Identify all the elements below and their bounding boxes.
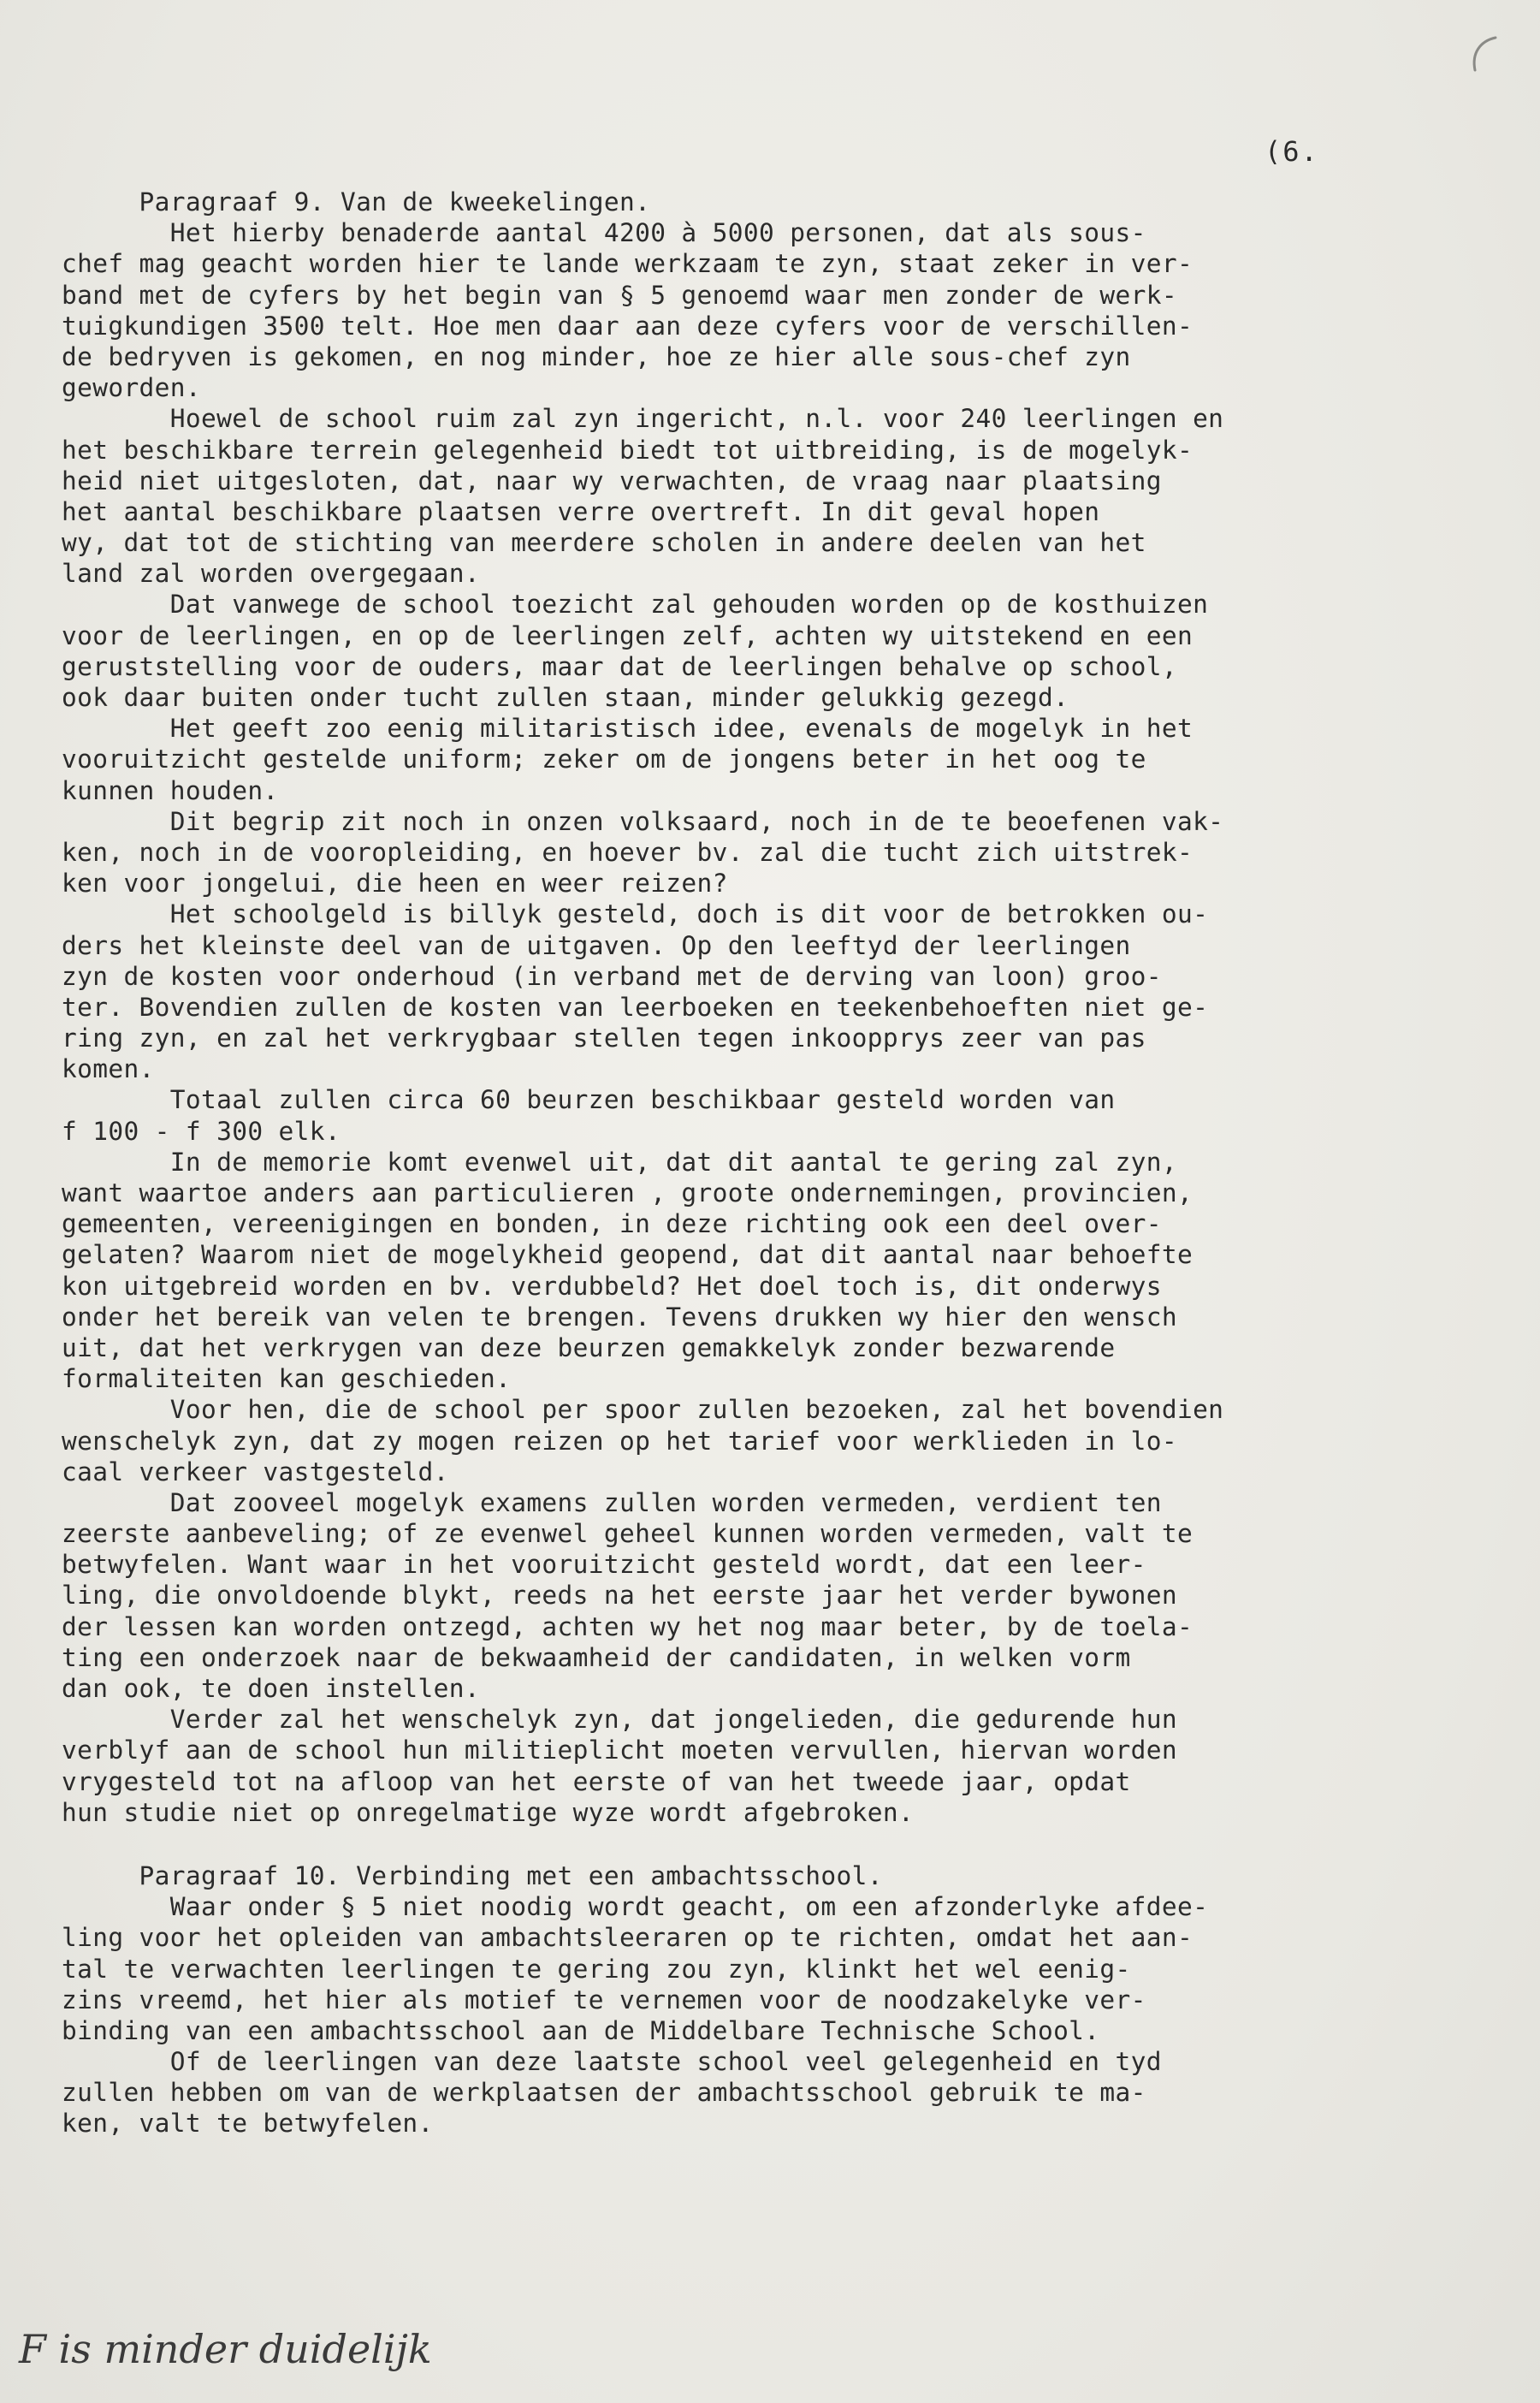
- text-line: binding van een ambachtsschool aan de Middelbare Technische School.: [62, 2015, 1100, 2045]
- text-line: het beschikbare terrein gelegenheid biedt tot uitbreiding, is de mogelyk-: [62, 435, 1194, 465]
- text-line: ken voor jongelui, die heen en weer reizen?: [62, 869, 728, 899]
- text-line: Totaal zullen circa 60 beurzen beschikbaar gesteld worden van: [62, 1085, 1116, 1115]
- text-line: Paragraaf 9. Van de kweekelingen.: [62, 187, 651, 217]
- text-line: Voor hen, die de school per spoor zullen bezoeken, zal het bovendien: [62, 1395, 1224, 1425]
- text-line: zins vreemd, het hier als motief te vernemen voor de noodzakelyke ver-: [62, 1985, 1146, 2014]
- text-line: Dat zooveel mogelyk examens zullen worden vermeden, verdient ten: [62, 1487, 1162, 1517]
- text-line: zyn de kosten voor onderhoud (in verband met de derving van loon) groo-: [62, 961, 1162, 991]
- text-line: Dat vanwege de school toezicht zal gehouden worden op de kosthuizen: [62, 590, 1209, 620]
- text-line: ken, noch in de vooropleiding, en hoever bv. zal die tucht zich uitstrek-: [62, 837, 1194, 867]
- text-line: zullen hebben om van de werkplaatsen der ambachtsschool gebruik te ma-: [62, 2078, 1146, 2108]
- text-line: voor de leerlingen, en op de leerlingen zelf, achten wy uitstekend en een: [62, 620, 1194, 650]
- text-line: land zal worden overgegaan.: [62, 559, 480, 589]
- text-line: f 100 - f 300 elk.: [62, 1116, 341, 1146]
- text-line: ter. Bovendien zullen de kosten van leerboeken en teekenbehoeften niet ge-: [62, 992, 1209, 1022]
- text-line: tuigkundigen 3500 telt. Hoe men daar aan deze cyfers voor de verschillen-: [62, 311, 1194, 341]
- text-line: uit, dat het verkrygen van deze beurzen gemakkelyk zonder bezwarende: [62, 1332, 1116, 1362]
- text-line: Of de leerlingen van deze laatste school veel gelegenheid en tyd: [62, 2047, 1162, 2077]
- text-line: ling, die onvoldoende blykt, reeds na het eerste jaar het verder bywonen: [62, 1581, 1177, 1611]
- section-paragraaf-10: [62, 1860, 1473, 2139]
- text-line: gemeenten, vereenigingen en bonden, in deze richting ook een deel over-: [62, 1209, 1162, 1239]
- text-line: chef mag geacht worden hier te lande werkzaam te zyn, staat zeker in ver-: [62, 249, 1194, 279]
- text-line: ring zyn, en zal het verkrygbaar stellen tegen inkoopprys zeer van pas: [62, 1024, 1146, 1053]
- text-line: de bedryven is gekomen, en nog minder, hoe ze hier alle sous-chef zyn: [62, 341, 1131, 371]
- text-line: formaliteiten kan geschieden.: [62, 1364, 512, 1394]
- text-line: wy, dat tot de stichting van meerdere scholen in andere deelen van het: [62, 528, 1146, 558]
- page-number: (6.: [1265, 135, 1319, 168]
- text-line: geruststelling voor de ouders, maar dat de leerlingen behalve op school,: [62, 651, 1177, 681]
- text-line: onder het bereik van velen te brengen. Tevens drukken wy hier den wensch: [62, 1302, 1177, 1332]
- text-line: geworden.: [62, 373, 201, 403]
- document-body: [62, 187, 1473, 2139]
- text-line: betwyfelen. Want waar in het vooruitzicht gesteld wordt, dat een leer-: [62, 1550, 1146, 1580]
- text-line: kunnen houden.: [62, 775, 279, 805]
- text-line: Waar onder § 5 niet noodig wordt geacht, om een afzonderlyke afdee-: [62, 1892, 1209, 1922]
- text-line: Dit begrip zit noch in onzen volksaard, noch in de te beoefenen vak-: [62, 806, 1224, 836]
- text-line: In de memorie komt evenwel uit, dat dit aantal te gering zal zyn,: [62, 1147, 1177, 1177]
- text-line: komen.: [62, 1054, 155, 1084]
- text-line: heid niet uitgesloten, dat, naar wy verwachten, de vraag naar plaatsing: [62, 466, 1162, 495]
- text-line: caal verkeer vastgesteld.: [62, 1457, 449, 1486]
- text-line: ders het kleinste deel van de uitgaven. Op den leeftyd der leerlingen: [62, 930, 1131, 960]
- text-line: tal te verwachten leerlingen te gering zou zyn, klinkt het wel eenig-: [62, 1954, 1131, 1984]
- section-gap: [62, 1828, 1473, 1860]
- text-line: ook daar buiten onder tucht zullen staan, minder gelukkig gezegd.: [62, 683, 1069, 712]
- pencil-mark-icon: [1446, 33, 1506, 84]
- text-line: want waartoe anders aan particulieren , groote ondernemingen, provincien,: [62, 1178, 1194, 1207]
- text-line: Verder zal het wenschelyk zyn, dat jongelieden, die gedurende hun: [62, 1705, 1177, 1735]
- text-line: verblyf aan de school hun militieplicht moeten vervullen, hiervan worden: [62, 1736, 1177, 1765]
- text-line: Het schoolgeld is billyk gesteld, doch is dit voor de betrokken ou-: [62, 899, 1209, 929]
- section-paragraaf-9: [62, 187, 1473, 1828]
- text-line: het aantal beschikbare plaatsen verre overtreft. In dit geval hopen: [62, 496, 1100, 526]
- text-line: band met de cyfers by het begin van § 5 genoemd waar men zonder de werk-: [62, 280, 1177, 310]
- text-line: Hoewel de school ruim zal zyn ingericht, n.l. voor 240 leerlingen en: [62, 404, 1224, 434]
- text-line: Het hierby benaderde aantal 4200 à 5000 personen, dat als sous-: [62, 218, 1146, 248]
- text-line: wenschelyk zyn, dat zy mogen reizen op het tarief voor werklieden in lo-: [62, 1426, 1177, 1456]
- text-line: kon uitgebreid worden en bv. verdubbeld? Het doel toch is, dit onderwys: [62, 1271, 1162, 1301]
- text-line: vooruitzicht gestelde uniform; zeker om de jongens beter in het oog te: [62, 745, 1146, 774]
- text-line: dan ook, te doen instellen.: [62, 1674, 480, 1703]
- text-line: ling voor het opleiden van ambachtsleeraren op te richten, omdat het aan-: [62, 1923, 1194, 1953]
- text-line: vrygesteld tot na afloop van het eerste of van het tweede jaar, opdat: [62, 1766, 1131, 1796]
- text-line: ting een onderzoek naar de bekwaamheid der candidaten, in welken vorm: [62, 1642, 1131, 1672]
- text-line: gelaten? Waarom niet de mogelykheid geopend, dat dit aantal naar behoefte: [62, 1240, 1194, 1270]
- handwritten-note: F is minder duidelijk: [19, 2326, 432, 2372]
- text-line: Het geeft zoo eenig militaristisch idee, evenals de mogelyk in het: [62, 714, 1194, 744]
- text-line: Paragraaf 10. Verbinding met een ambachtsschool.: [62, 1860, 883, 1890]
- text-line: hun studie niet op onregelmatige wyze wordt afgebroken.: [62, 1797, 915, 1827]
- text-line: ken, valt te betwyfelen.: [62, 2109, 434, 2139]
- text-line: der lessen kan worden ontzegd, achten wy het nog maar beter, by de toela-: [62, 1611, 1194, 1641]
- text-line: zeerste aanbeveling; of ze evenwel geheel kunnen worden vermeden, valt te: [62, 1519, 1194, 1549]
